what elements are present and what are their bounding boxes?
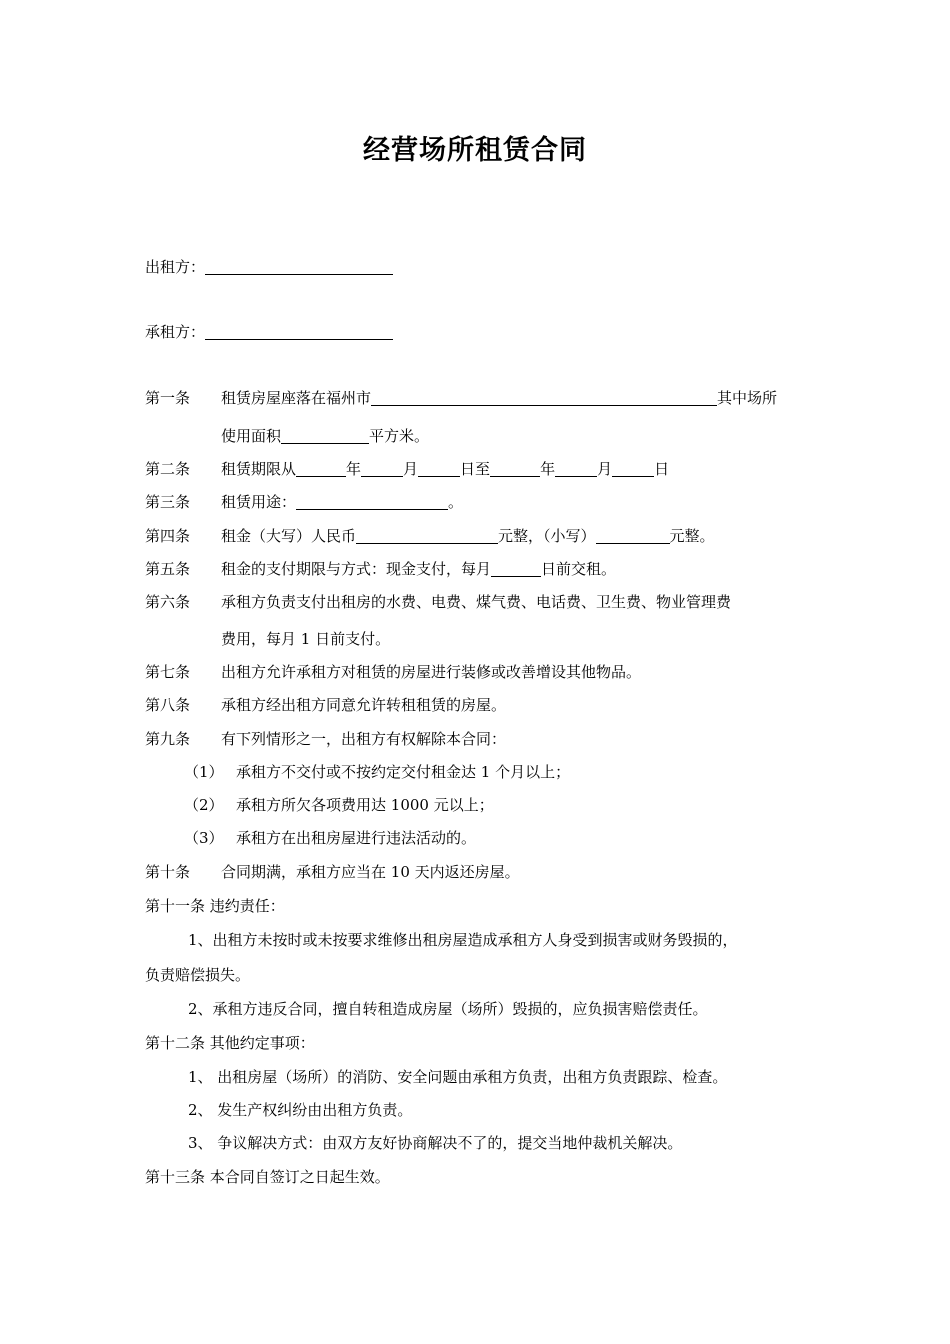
end-month-blank[interactable] [555, 460, 597, 477]
list-item: 3、 争议解决方式：由双方友好协商解决不了的，提交当地仲裁机关解决。 [188, 1134, 683, 1152]
lessee-blank[interactable] [205, 323, 393, 340]
pay-day-blank[interactable] [491, 560, 541, 577]
list-item: 2、 发生产权纠纷由出租方负责。 [188, 1101, 413, 1119]
article-label: 第十条 [145, 863, 191, 881]
lessee-line [145, 321, 393, 343]
start-day-blank[interactable] [418, 460, 460, 477]
day-label: 日 [654, 460, 670, 478]
document-title: 经营场所租赁合同 [363, 135, 587, 166]
article-1 [145, 387, 777, 409]
article-label: 第六条 [145, 593, 191, 611]
article-13 [145, 1166, 390, 1188]
article-6 [145, 591, 731, 613]
address-blank[interactable] [371, 389, 717, 406]
article-11-para-2: 2、承租方违反合同，擅自转租造成房屋（场所）毁损的，应负损害赔偿责任。 [188, 1000, 708, 1018]
article-2 [145, 458, 669, 480]
article-text: 其中场所 [717, 389, 778, 407]
start-year-blank[interactable] [296, 460, 346, 477]
lessor-line [145, 256, 393, 278]
lessor-blank[interactable] [205, 258, 393, 275]
article-text: 承租方经出租方同意允许转租租赁的房屋。 [221, 696, 507, 714]
end-day-blank[interactable] [612, 460, 654, 477]
article-11-para-1: 1、出租方未按时或未按要求维修出租房屋造成承租方人身受到损害或财务毁损的， [188, 931, 738, 949]
month-label: 月 [403, 460, 419, 478]
day-label: 日至 [460, 460, 491, 478]
article-10 [145, 861, 520, 883]
start-month-blank[interactable] [361, 460, 403, 477]
item-number: （3） [184, 829, 224, 847]
item-number: （2） [184, 796, 224, 814]
article-text: 元整。 [669, 527, 715, 545]
article-text: 违约责任： [209, 897, 285, 915]
article-1-cont [221, 425, 429, 447]
rent-lowercase-blank[interactable] [596, 527, 670, 544]
article-label: 第十一条 [145, 897, 206, 915]
purpose-blank[interactable] [296, 493, 448, 510]
list-item [184, 794, 494, 816]
article-5 [145, 558, 616, 580]
article-text: 租赁期限从 [221, 460, 297, 478]
article-4 [145, 525, 715, 547]
article-text: 租金（大写）人民币 [221, 527, 357, 545]
article-label: 第九条 [145, 730, 191, 748]
lessor-label: 出租方： [145, 258, 206, 276]
article-label: 第一条 [145, 389, 191, 407]
article-label: 第四条 [145, 527, 191, 545]
article-label: 第八条 [145, 696, 191, 714]
end-year-blank[interactable] [490, 460, 540, 477]
list-item [184, 761, 570, 783]
article-label: 第十三条 [145, 1168, 206, 1186]
item-text: 承租方在出租房屋进行违法活动的。 [236, 829, 477, 847]
article-7 [145, 661, 641, 683]
rent-uppercase-blank[interactable] [356, 527, 498, 544]
article-text: 日前交租。 [541, 560, 617, 578]
list-item [184, 827, 476, 849]
year-label: 年 [346, 460, 362, 478]
article-text: 元整，（小写） [498, 527, 596, 545]
article-text: 。 [448, 493, 464, 511]
article-text: 租赁房屋座落在福州市 [221, 389, 372, 407]
article-3 [145, 491, 463, 513]
article-label: 第三条 [145, 493, 191, 511]
list-item: 1、 出租房屋（场所）的消防、安全问题由承租方负责，出租方负责跟踪、检查。 [188, 1068, 728, 1086]
article-11 [145, 895, 285, 917]
article-12 [145, 1032, 315, 1054]
year-label: 年 [540, 460, 556, 478]
month-label: 月 [597, 460, 613, 478]
item-number: （1） [184, 763, 224, 781]
article-text: 出租方允许承租方对租赁的房屋进行装修或改善增设其他物品。 [221, 663, 642, 681]
article-text: 租金的支付期限与方式：现金支付，每月 [221, 560, 492, 578]
article-label: 第七条 [145, 663, 191, 681]
article-text: 合同期满，承租方应当在 10 天内返还房屋。 [221, 863, 520, 881]
article-label: 第五条 [145, 560, 191, 578]
article-text: 租赁用途： [221, 493, 297, 511]
article-text: 平方米。 [369, 427, 430, 445]
article-text: 承租方负责支付出租房的水费、电费、煤气费、电话费、卫生费、物业管理费 [221, 593, 732, 611]
article-label: 第二条 [145, 460, 191, 478]
article-label: 第十二条 [145, 1034, 206, 1052]
article-11-para-1-cont: 负责赔偿损失。 [145, 966, 251, 984]
article-8 [145, 694, 506, 716]
article-text: 本合同自签订之日起生效。 [209, 1168, 390, 1186]
article-text: 其他约定事项： [209, 1034, 315, 1052]
lessee-label: 承租方： [145, 323, 206, 341]
area-blank[interactable] [281, 427, 369, 444]
item-text: 承租方所欠各项费用达 1000 元以上； [236, 796, 494, 814]
article-6-cont: 费用，每月 1 日前支付。 [221, 630, 391, 648]
article-9 [145, 728, 506, 750]
item-text: 承租方不交付或不按约定交付租金达 1 个月以上； [236, 763, 571, 781]
article-text: 有下列情形之一，出租方有权解除本合同： [221, 730, 507, 748]
article-text: 使用面积 [221, 427, 282, 445]
